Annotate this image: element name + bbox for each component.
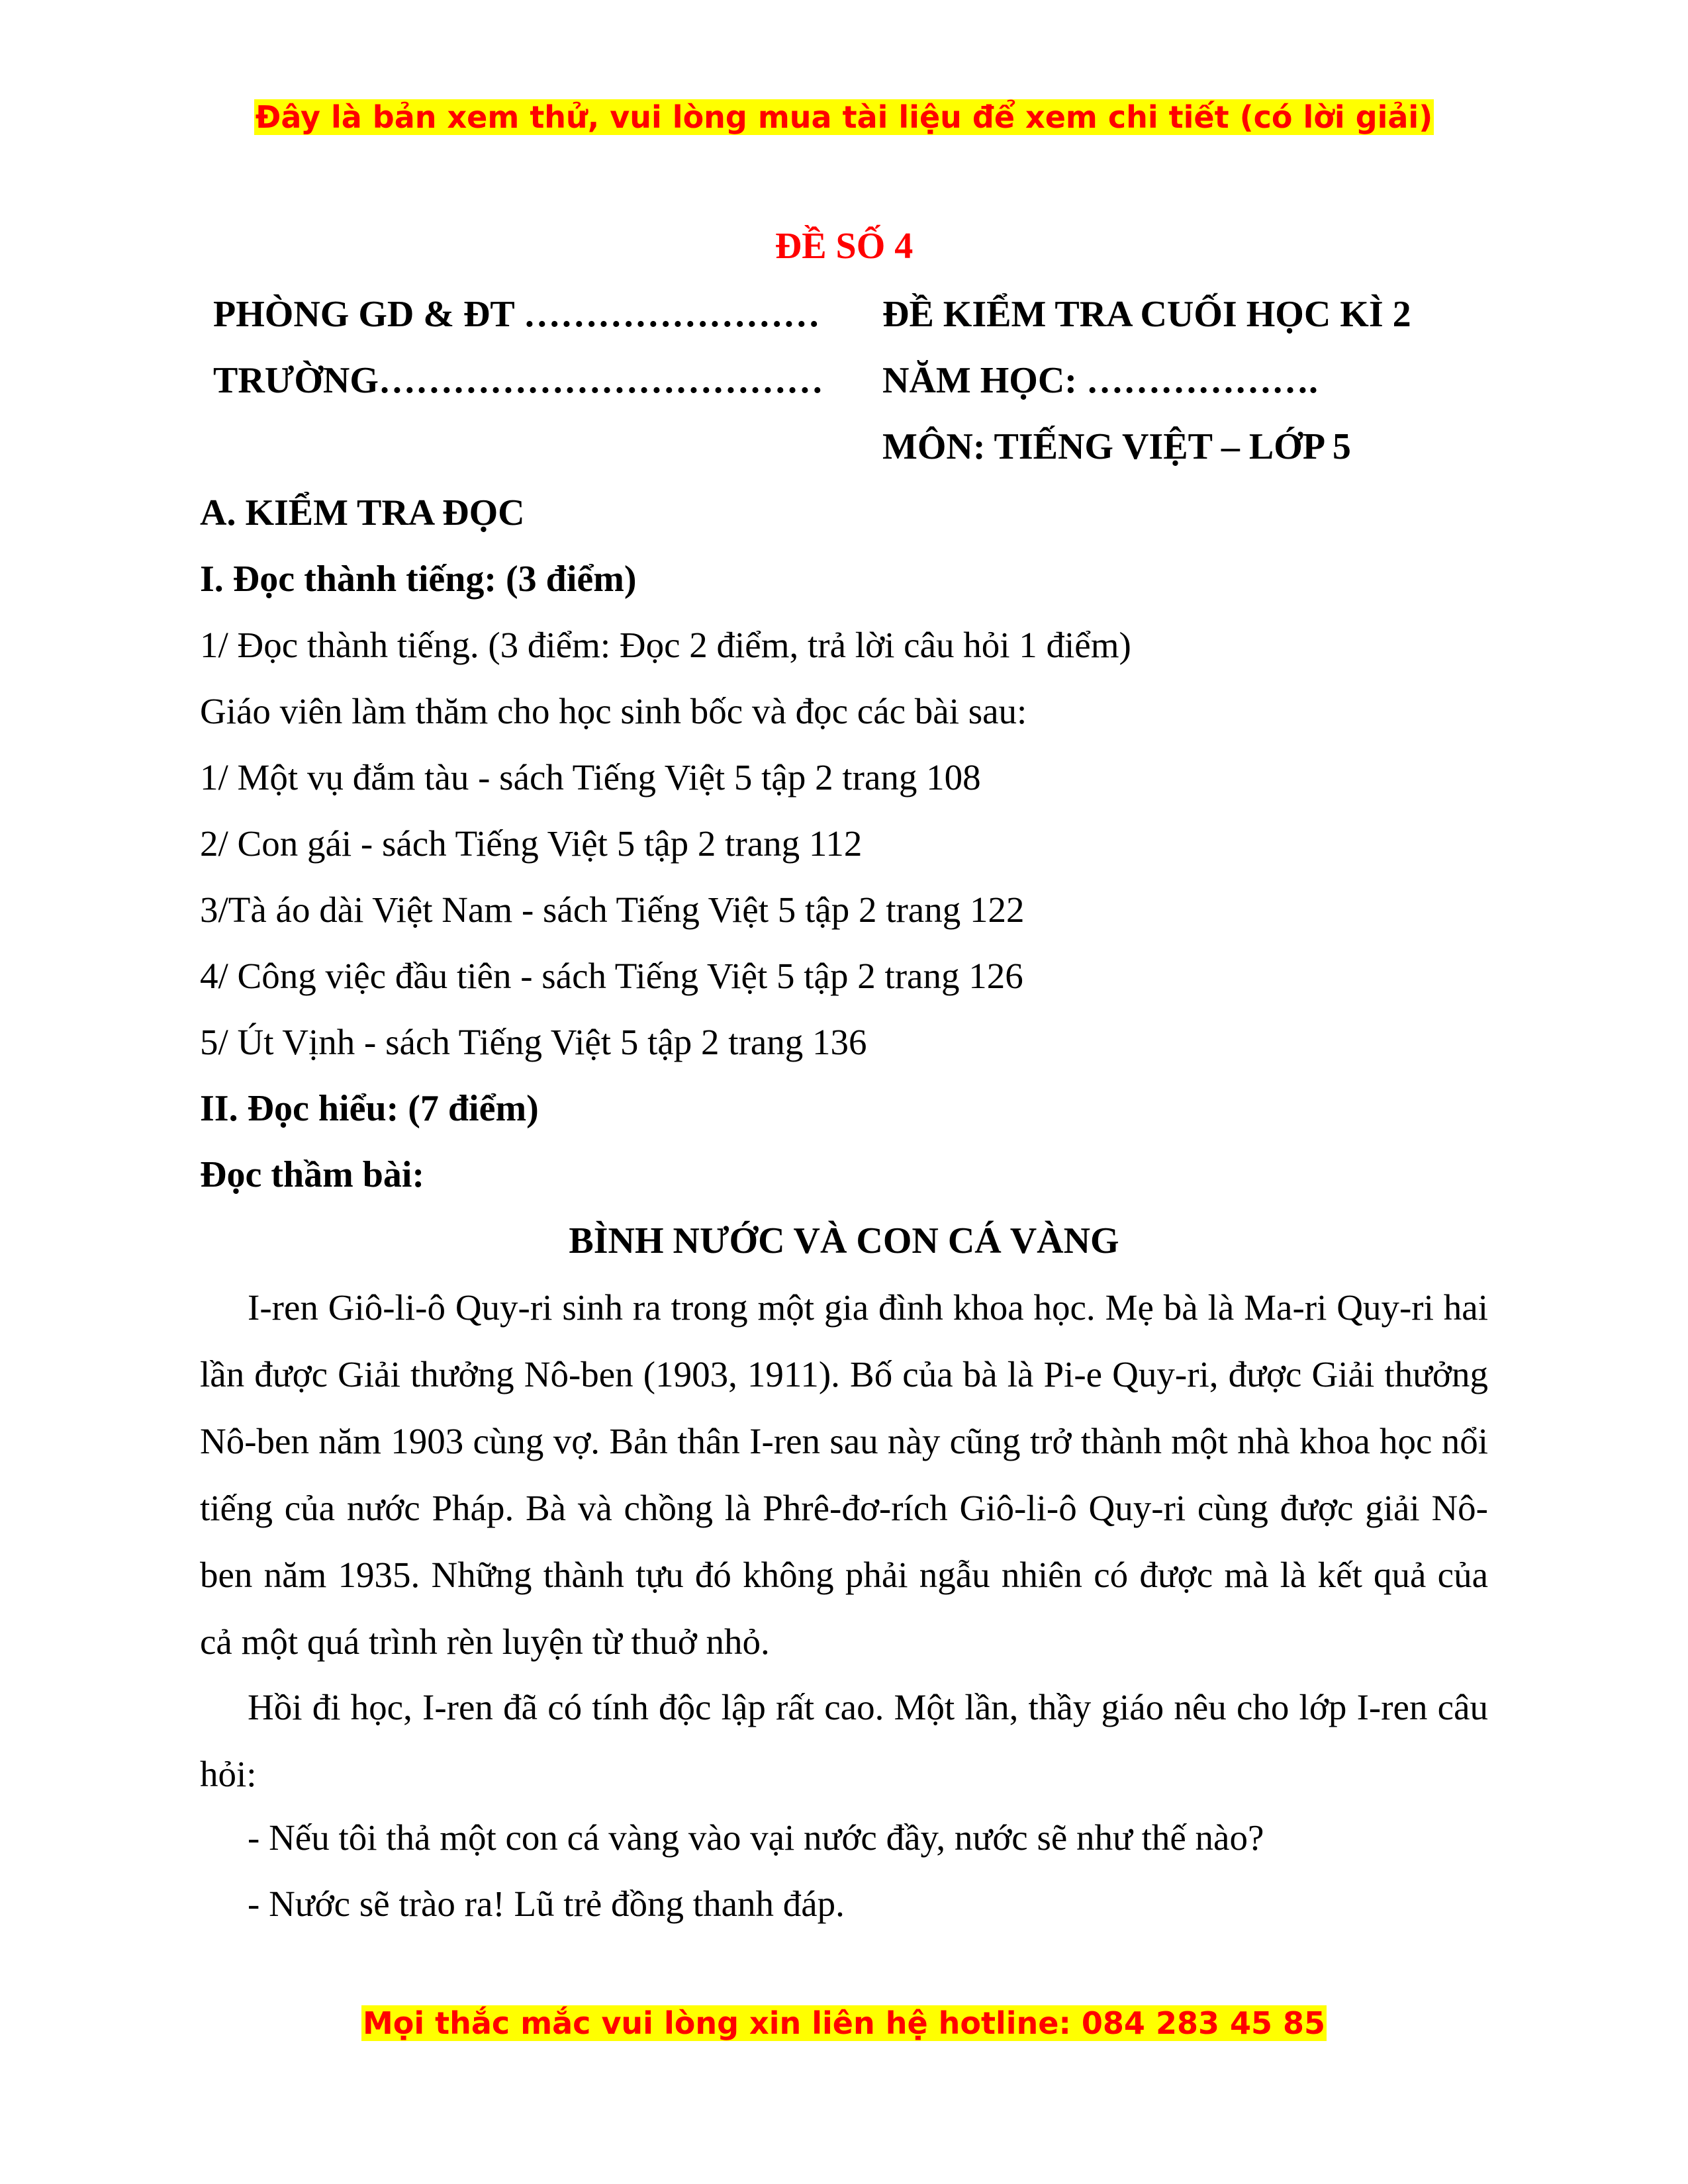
exam-title: ĐỀ KIỂM TRA CUỐI HỌC KÌ 2 bbox=[882, 294, 1411, 335]
reading-instruction: 1/ Đọc thành tiếng. (3 điểm: Đọc 2 điểm, trả lời câu hỏi 1 điểm) bbox=[200, 625, 1131, 665]
reading-list-item: 4/ Công việc đầu tiên - sách Tiếng Việt 5 tập 2 trang 126 bbox=[200, 956, 1023, 996]
subject-line: MÔN: TIẾNG VIỆT – LỚP 5 bbox=[882, 426, 1351, 467]
exam-number-title: ĐỀ SỐ 4 bbox=[774, 226, 914, 267]
read-silently-heading: Đọc thầm bài: bbox=[200, 1154, 425, 1195]
teacher-instruction: Giáo viên làm thăm cho học sinh bốc và đọc các bài sau: bbox=[200, 691, 1027, 731]
school-year-line: NĂM HỌC: ………………. bbox=[882, 360, 1318, 401]
school-line: TRƯỜNG……………………………… bbox=[213, 360, 823, 401]
story-paragraph: I-ren Giô-li-ô Quy-ri sinh ra trong một gia đình khoa học. Mẹ bà là Ma-ri Quy-ri hai lần được Giải thưởng Nô-ben (1903, 1911). Bố của bà là Pi-e Quy-ri, được Giải thưởng Nô-ben năm 1903 cùng vợ. Bản thân I-ren sau này cũng trở thành một nhà khoa học nổi tiếng của nước Pháp. Bà và chồng là Phrê-đơ-rích Giô-li-ô Quy-ri cùng được giải Nô-ben năm 1935. Những thành tựu đó không phải ngẫu nhiên có được mà là kết quả của cả một quá trình rèn luyện từ thuở nhỏ. bbox=[200, 1287, 1488, 1662]
story-title: BÌNH NƯỚC VÀ CON CÁ VÀNG bbox=[569, 1220, 1119, 1261]
hotline-text: Mọi thắc mắc vui lòng xin liên hệ hotline: 084 283 45 85 bbox=[362, 2005, 1326, 2041]
section-ii-heading: II. Đọc hiểu: (7 điểm) bbox=[200, 1088, 539, 1129]
section-i-heading: I. Đọc thành tiếng: (3 điểm) bbox=[200, 559, 637, 600]
reading-list-item: 1/ Một vụ đắm tàu - sách Tiếng Việt 5 tập 2 trang 108 bbox=[200, 757, 981, 797]
section-a-heading: A. KIỂM TRA ĐỌC bbox=[200, 492, 525, 533]
preview-notice-banner bbox=[0, 97, 1688, 138]
story-paragraph: Hồi đi học, I-ren đã có tính độc lập rất cao. Một lần, thầy giáo nêu cho lớp I-ren câu hỏi: bbox=[200, 1687, 1488, 1794]
preview-notice-text: Đây là bản xem thử, vui lòng mua tài liệu để xem chi tiết (có lời giải) bbox=[255, 99, 1433, 135]
dialogue-line: - Nếu tôi thả một con cá vàng vào vại nước đầy, nước sẽ như thế nào? bbox=[248, 1817, 1264, 1858]
reading-list-item: 2/ Con gái - sách Tiếng Việt 5 tập 2 trang 112 bbox=[200, 823, 863, 864]
dialogue-line: - Nước sẽ trào ra! Lũ trẻ đồng thanh đáp. bbox=[248, 1884, 845, 1924]
department-line: PHÒNG GD & ĐT …………………… bbox=[213, 294, 820, 335]
hotline-banner bbox=[0, 2003, 1688, 2044]
reading-list-item: 3/Tà áo dài Việt Nam - sách Tiếng Việt 5 tập 2 trang 122 bbox=[200, 889, 1025, 930]
reading-list-item: 5/ Út Vịnh - sách Tiếng Việt 5 tập 2 trang 136 bbox=[200, 1022, 867, 1062]
